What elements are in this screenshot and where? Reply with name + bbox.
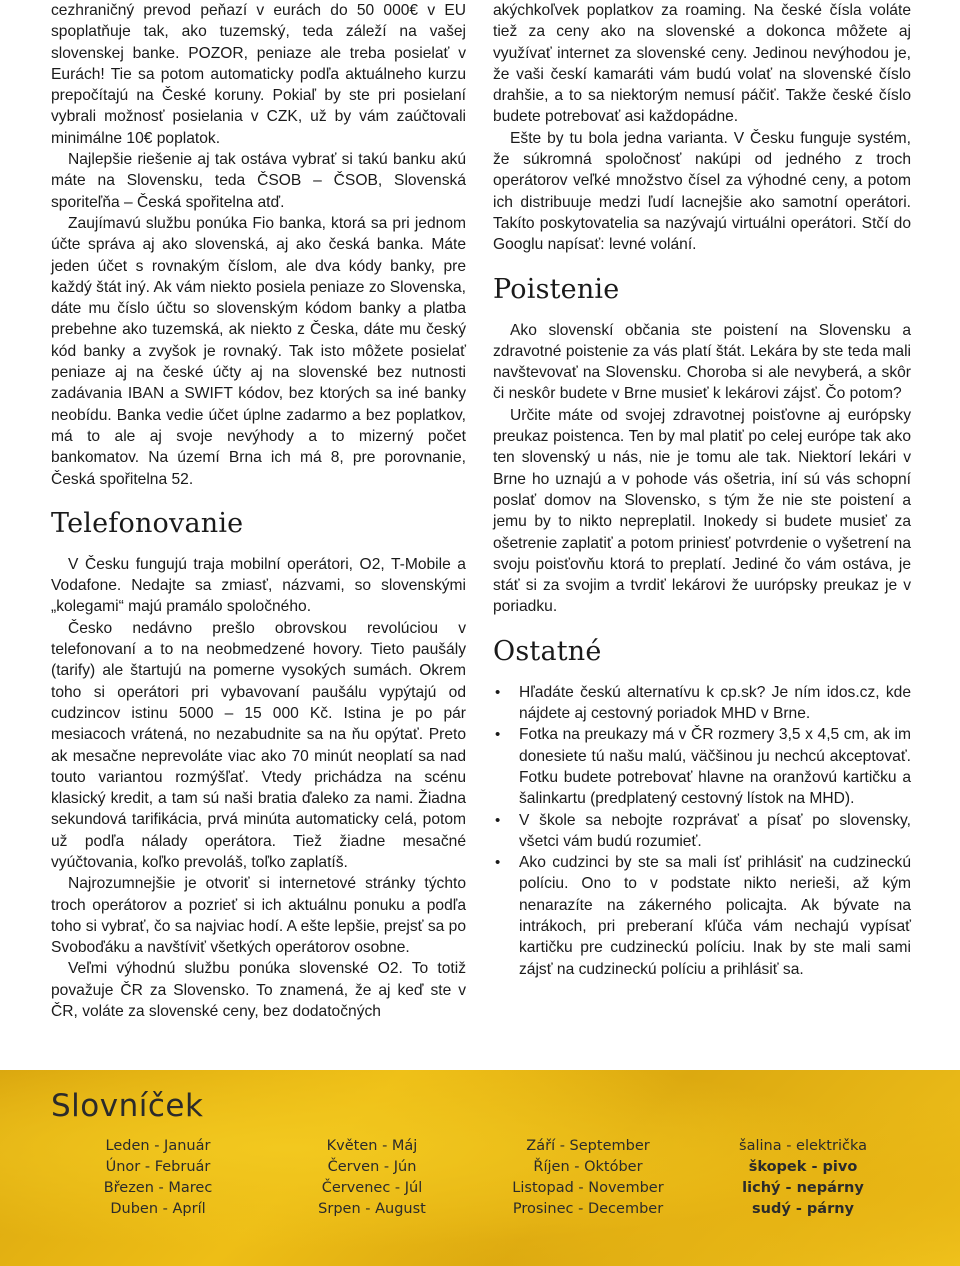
paragraph: Ešte by tu bola jedna varianta. V Česku funguje systém, že súkromná spoločnosť nakúpi od jedného z troch operátorov veľké množstvo čísel za výhodné ceny, a potom ich distribuuje medzi ľudí lacnejšie ako samotní operátori. Takíto poskytovatelia sa nazývajú virtuálni operátori. Stčí do Googlu napísať: levné volání. (493, 129, 911, 254)
glossary-entry: šalina - električka (739, 1138, 867, 1154)
glossary-panel (0, 1070, 960, 1266)
glossary-entry: Prosinec - December (512, 1201, 664, 1217)
list-item (493, 810, 911, 853)
list-item (493, 682, 911, 725)
glossary-entry: Leden - Január (105, 1138, 211, 1154)
paragraph: cezhraničný prevod peňazí v eurách do 50 000€ v EU spoplatňuje tak, ako tuzemský, teda záleží na vašej slovenskej banke. POZOR, peniaze ale treba posielať v Eurách! Tie sa potom automaticky podľa aktuálneho kurzu prepočítajú na České koruny. Pokiaľ by ste pri posielaní vybrali možnosť posielania v CZK, už by vám zaúčtovali minimálne 10€ poplatok. (51, 2, 466, 147)
paragraph: Zaujímavú službu ponúka Fio banka, ktorá sa pri jednom účte správa aj ako slovenská, aj ako česká banka. Máte jeden účet s rovnakým číslom, ale dva kódy banky, pre každý štát iný. Ak vám niekto posiela peniaze zo Slovenska, dáte mu číslo účtu so slovenským kódom banky a platba prebehne ako tuzemská, ak niekto z Česka, dáte mu český kód banky a zvyšok je rovnaký. Tak isto môžete posielať peniaze aj na české účty aj na slovenské bez nutnosti zadávania IBAN a SWIFT kódov, bez ktorých sa iné banky neobídu. Banka vedie účet úplne zadarmo a bez poplatkov, má to ale aj svoje nevýhody a to mizerný počet bankomatov. Na území Brna ich má 8, pre porovnanie, Česká spořitelna 52. (51, 214, 466, 488)
glossary-entry: Říjen - Október (533, 1159, 643, 1175)
bullet-icon: • (495, 854, 501, 872)
glossary-entry: Listopad - November (512, 1180, 664, 1196)
glossary-entry: škopek - pivo (748, 1159, 858, 1175)
section-heading-poistenie: Poistenie (493, 273, 620, 305)
glossary-title: Slovníček (51, 1088, 204, 1124)
list-item-text: V škole sa nebojte rozprávať a písať po slovensky, všetci vám budú rozumieť. (519, 811, 911, 850)
right-column (493, 0, 911, 980)
bullet-icon: • (495, 683, 501, 701)
glossary-column-months-3 (488, 1136, 688, 1220)
paragraph: akýchkoľvek poplatkov za roaming. Na české čísla voláte tiež za ceny ako na slovenské a dokonca môžete aj využívať internet za slovenské ceny. Jedinou nevýhodou je, že vaši českí kamaráti vám budú volať na slovenské číslo drahšie, a to sa niektorým nemusí páčiť. Takže české číslo budete potrebovať asi každopádne. (493, 2, 911, 126)
glossary-entry: sudý - párny (752, 1201, 854, 1217)
paragraph: Česko nedávno prešlo obrovskou revolúciou v telefonovaní a to na neobmedzené hovory. Tieto paušály (tarify) ale štartujú na pomerne vysokých sumách. Okrem toho si operátori pri vybavovaní paušálu vypýtajú od cudzincov istinu 5000 – 15 000 Kč. Istina je po pár mesiacoch vrátená, no nezabudnite sa na ňu opýtať. Preto ak mesačne neprevoláte viac ako 70 minút neoplatí sa nad touto variantou rozmýšľať. Vtedy prichádza na scénu klasický kredit, a tam sú naši bratia ďaleko za nami. Žiadna sekundová tarifikácia, prvá minúta automaticky celá, potom už podľa nálady operátora. Tiež žiadne mesačné vyúčtovania, koľko prevoláš, toľko zaplatíš. (51, 619, 466, 871)
glossary-entry: Březen - Marec (103, 1180, 213, 1196)
glossary-column-words (703, 1136, 903, 1220)
glossary-entry: Červen - Jún (327, 1159, 417, 1175)
section-heading-telefonovanie: Telefonovanie (51, 507, 244, 539)
glossary-entry: Květen - Máj (326, 1138, 418, 1154)
glossary-entry: lichý - nepárny (742, 1180, 864, 1196)
paragraph: V Česku fungujú traja mobilní operátori, O2, T-Mobile a Vodafone. Nedajte sa zmiasť, názvami, so slovenskými „kolegami“ majú pramálo spoločného. (51, 555, 466, 616)
list-item (493, 852, 911, 980)
paragraph: Najlepšie riešenie aj tak ostáva vybrať si takú banku akú máte na Slovensku, teda ČSOB – ČSOB, Slovenská sporiteľňa – Česká spořitelna atď. (51, 151, 466, 211)
list-item-text: Hľadáte českú alternatívu k cp.sk? Je ním idos.cz, kde nájdete aj cestovný poriadok MHD v Brne. (519, 683, 911, 723)
paragraph: Veľmi výhodnú službu ponúka slovenské O2. To totiž považuje ČR za Slovensko. To znamená, že aj keď ste v ČR, voláte za slovenské ceny, bez dodatočných (51, 960, 466, 1021)
paragraph: Ako slovenskí občania ste poistení na Slovensku a zdravotné poistenie za vás platí štát. Lekára by ste teda mali navštevovať na Slovensku. Choroba si ale nevyberá, a skôr či neskôr budete v Brne musieť k lekárovi zájsť. Čo potom? (493, 321, 911, 403)
glossary-column-months-1 (58, 1136, 258, 1220)
list-item-text: Ako cudzinci by ste sa mali ísť prihlásiť na cudzineckú políciu. Ono to v podstate nikto nerieši, až kým nenarazíte na zákerného policajta. Ak bývate na intrákoch, pri preberaní kľúča vám nechajú vypísať kartičku pre cudzineckú políciu. Inak by ste mali sami zájsť na cudzineckú políciu a prihlásiť sa. (519, 854, 911, 978)
bullet-list (493, 682, 911, 980)
glossary-entry: Červenec - Júl (321, 1180, 423, 1196)
section-heading-ostatne: Ostatné (493, 635, 602, 667)
left-column (51, 0, 466, 1022)
bullet-icon: • (495, 726, 501, 744)
paragraph: Najrozumnejšie je otvoriť si internetové stránky týchto troch operátorov a pozrieť si ich aktuálnu ponuku a podľa toho si vybrať, čo sa najviac hodí. A ešte lepšie, prejsť sa po Svoboďáku a navštíviť všetkých operátorov osobne. (51, 875, 466, 957)
paragraph: Určite máte od svojej zdravotnej poisťovne aj európsky preukaz poistenca. Ten by mal platiť po celej európe tak ako ten slovenský u nás, nie je tomu ale tak. Niektorí lekári v Brne ho uznajú a v pohode vás ošetria, iní sú vás schopní poslať domov na Slovensko, s tým že nie ste poistení a jemu by to nikto nepreplatil. Inokedy si budete musieť za ošetrenie zaplatiť a potom priniesť potvrdenie o vyšetrení na svoju poisťovňu ktorá to preplatí. Jediné čo vám ostáva, je stáť si za svojim a tvrdiť lekárovi že uurópsky preukaz je v poriadku. (493, 406, 911, 616)
list-item-text: Fotka na preukazy má v ČR rozmery 3,5 x 4,5 cm, ak im donesiete tú našu malú, väčšinou ju nechcú akceptovať. Fotku budete potrebovať hlavne na oranžovú kartičku a šalinkartu (predplatený cestovný lístok na MHD). (519, 726, 911, 808)
glossary-entry: Únor - Február (105, 1159, 211, 1175)
bullet-icon: • (495, 811, 501, 829)
glossary-entry: Srpen - August (318, 1201, 426, 1217)
list-item (493, 724, 911, 809)
glossary-entry: Září - September (526, 1138, 650, 1154)
glossary-entry: Duben - Apríl (110, 1201, 206, 1217)
glossary-column-months-2 (272, 1136, 472, 1220)
